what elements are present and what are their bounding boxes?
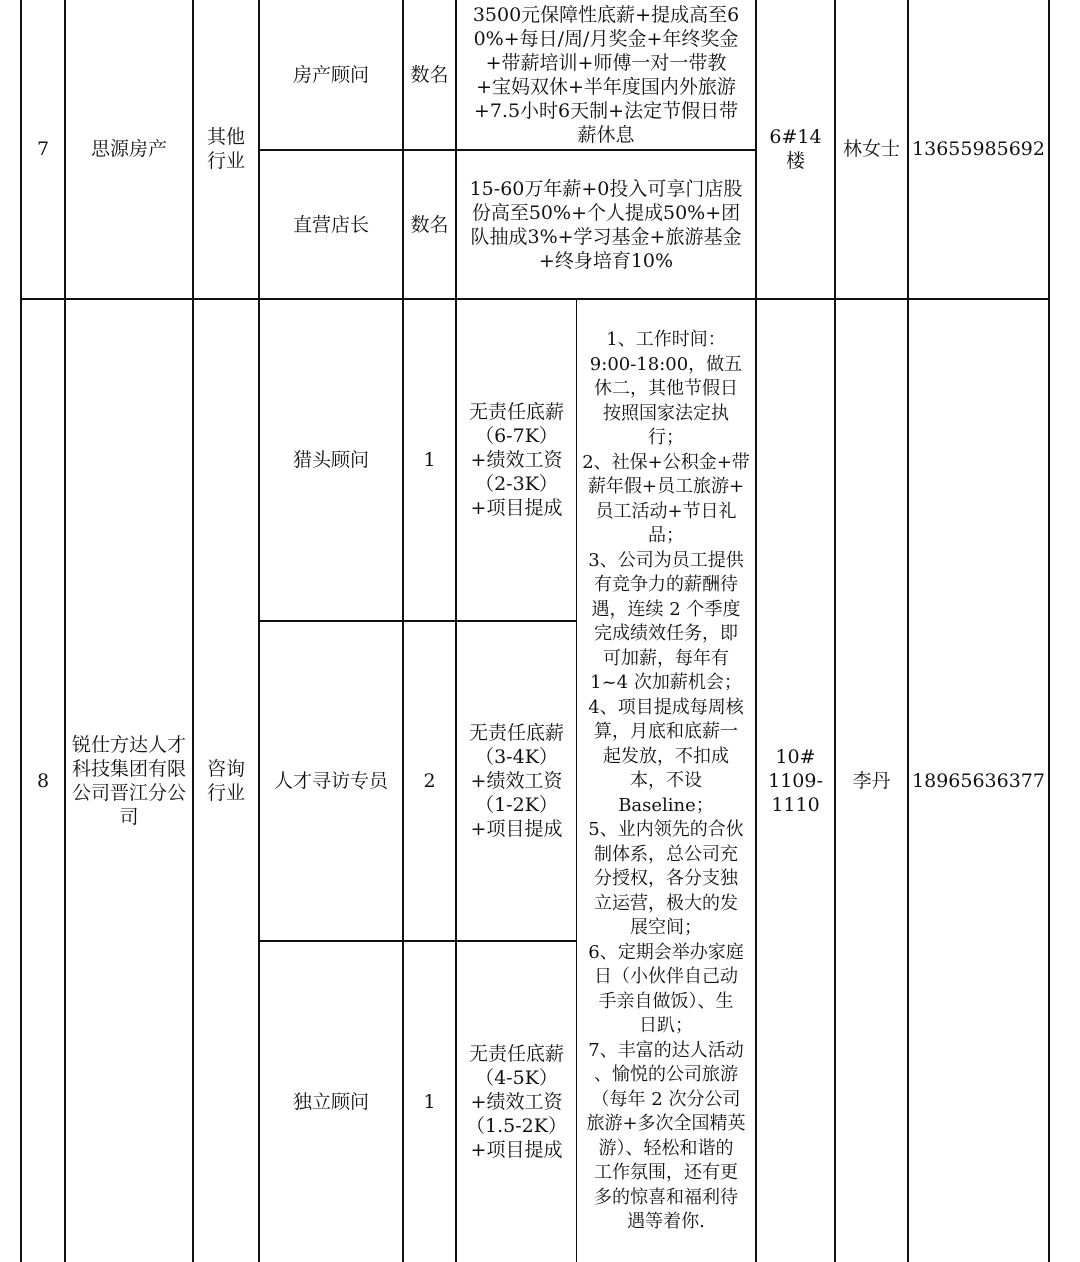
position-count: 数名 [410,213,449,236]
benefits-line: Baseline； [618,794,714,816]
contact-phone: 18965636377 [912,770,1045,792]
position-title: 直营店长 [292,213,369,236]
contact-person: 李丹 [852,770,891,792]
benefits-line: 品； [648,525,684,546]
benefits-line: 3、公司为员工提供 [588,549,744,571]
benefits-line: （每年 2 次分公司 [591,1088,741,1110]
benefits-line: 按照国家法定执 [603,402,729,424]
company-name: 思源房产 [90,138,167,160]
benefits-line: 5、业内领先的合伙 [588,819,744,840]
position-title: 独立顾问 [292,1091,369,1113]
industry: 其他行业 [206,126,245,172]
benefits-line: 遇等着你. [627,1211,705,1232]
benefits-line: 2、社保+公积金+带 [582,451,750,473]
salary-description: 无责任底薪（3-4K）+绩效工资（1-2K）+项目提成 [468,722,564,840]
benefits-line: 有竞争力的薪酬待 [594,574,738,595]
benefits-line: 6、定期会举办家庭 [588,941,744,963]
position-count: 1 [423,1091,436,1113]
position-count: 数名 [410,63,449,86]
benefits-line: 员工活动+节日礼 [595,500,737,522]
benefits-line: 手亲自做饭）、生 [598,990,734,1012]
benefits-line: 遇，连续 2 个季度 [591,598,741,620]
salary-description: 无责任底薪（6-7K）+绩效工资（2-3K）+项目提成 [468,401,564,519]
contact-person: 林女士 [842,138,900,160]
col-divider [1048,0,1050,1262]
benefits-line: 旅游+多次全国精英 [586,1113,746,1134]
row-number: 7 [36,138,50,160]
benefits-description [577,328,755,1248]
benefits-line: 日（小伙伴自己动 [594,966,738,987]
benefits-line: 展空间； [630,917,702,938]
position-title: 房产顾问 [292,63,369,86]
benefits-line: 可加薪，每年有 [603,647,729,669]
benefits-line: 多的惊喜和福利待 [594,1186,738,1208]
industry: 咨询行业 [206,758,245,804]
benefits-line: 制体系，总公司充 [594,843,738,865]
salary-description: 3500元保障性底薪+提成高至60%+每日/周/月奖金+年终奖金+带薪培训+师傅一对一带教+宝妈双休+半年度国内外旅游+7.5小时6天制+法定节假日带薪休息 [472,3,740,146]
benefits-line: 算，月底和底薪一 [594,721,738,742]
position-count: 2 [423,770,436,792]
position-title: 猎头顾问 [292,449,369,471]
benefits-line: 本，不设 [630,770,702,791]
benefits-line: 1~4 次加薪机会； [590,672,742,693]
benefits-line: 分授权，各分支独 [594,868,738,889]
benefits-line: 9:00-18:00，做五 [589,353,743,375]
benefits-line: 工作氛围，还有更 [594,1162,738,1183]
work-location: 10# 1109-1110 [768,746,823,816]
benefits-line: 1、工作时间： [606,329,726,350]
contact-phone: 13655985692 [912,138,1045,160]
salary-description: 15-60万年薪+0投入可享门店股份高至50%+个人提成50%+团队抽成3%+学习基金+旅游基金+终身培育10% [469,177,743,272]
benefits-line: 完成绩效任务，即 [594,623,738,644]
position-title: 人才寻访专员 [273,770,388,792]
benefits-line: 薪年假+员工旅游+ [587,476,745,497]
benefits-line: 7、丰富的达人活动 [588,1039,744,1061]
benefits-line: 休二，其他节假日 [594,378,738,399]
benefits-line: 行； [648,427,684,448]
benefits-line: 立运营，极大的发 [594,892,738,914]
benefits-line: 起发放，不扣成 [603,745,729,767]
benefits-line: 游）、轻松和谐的 [598,1137,734,1159]
salary-description: 无责任底薪（4-5K）+绩效工资（1.5-2K）+项目提成 [466,1043,567,1161]
work-location: 6#14楼 [769,126,822,172]
row-number: 8 [36,770,50,792]
benefits-line: 4、项目提成每周核 [588,696,744,718]
benefits-line: 日趴； [639,1015,693,1036]
company-name: 锐仕方达人才科技集团有限公司晋江分公司 [71,734,186,828]
position-count: 1 [423,449,436,471]
benefits-line: 、愉悦的公司旅游 [594,1064,738,1085]
